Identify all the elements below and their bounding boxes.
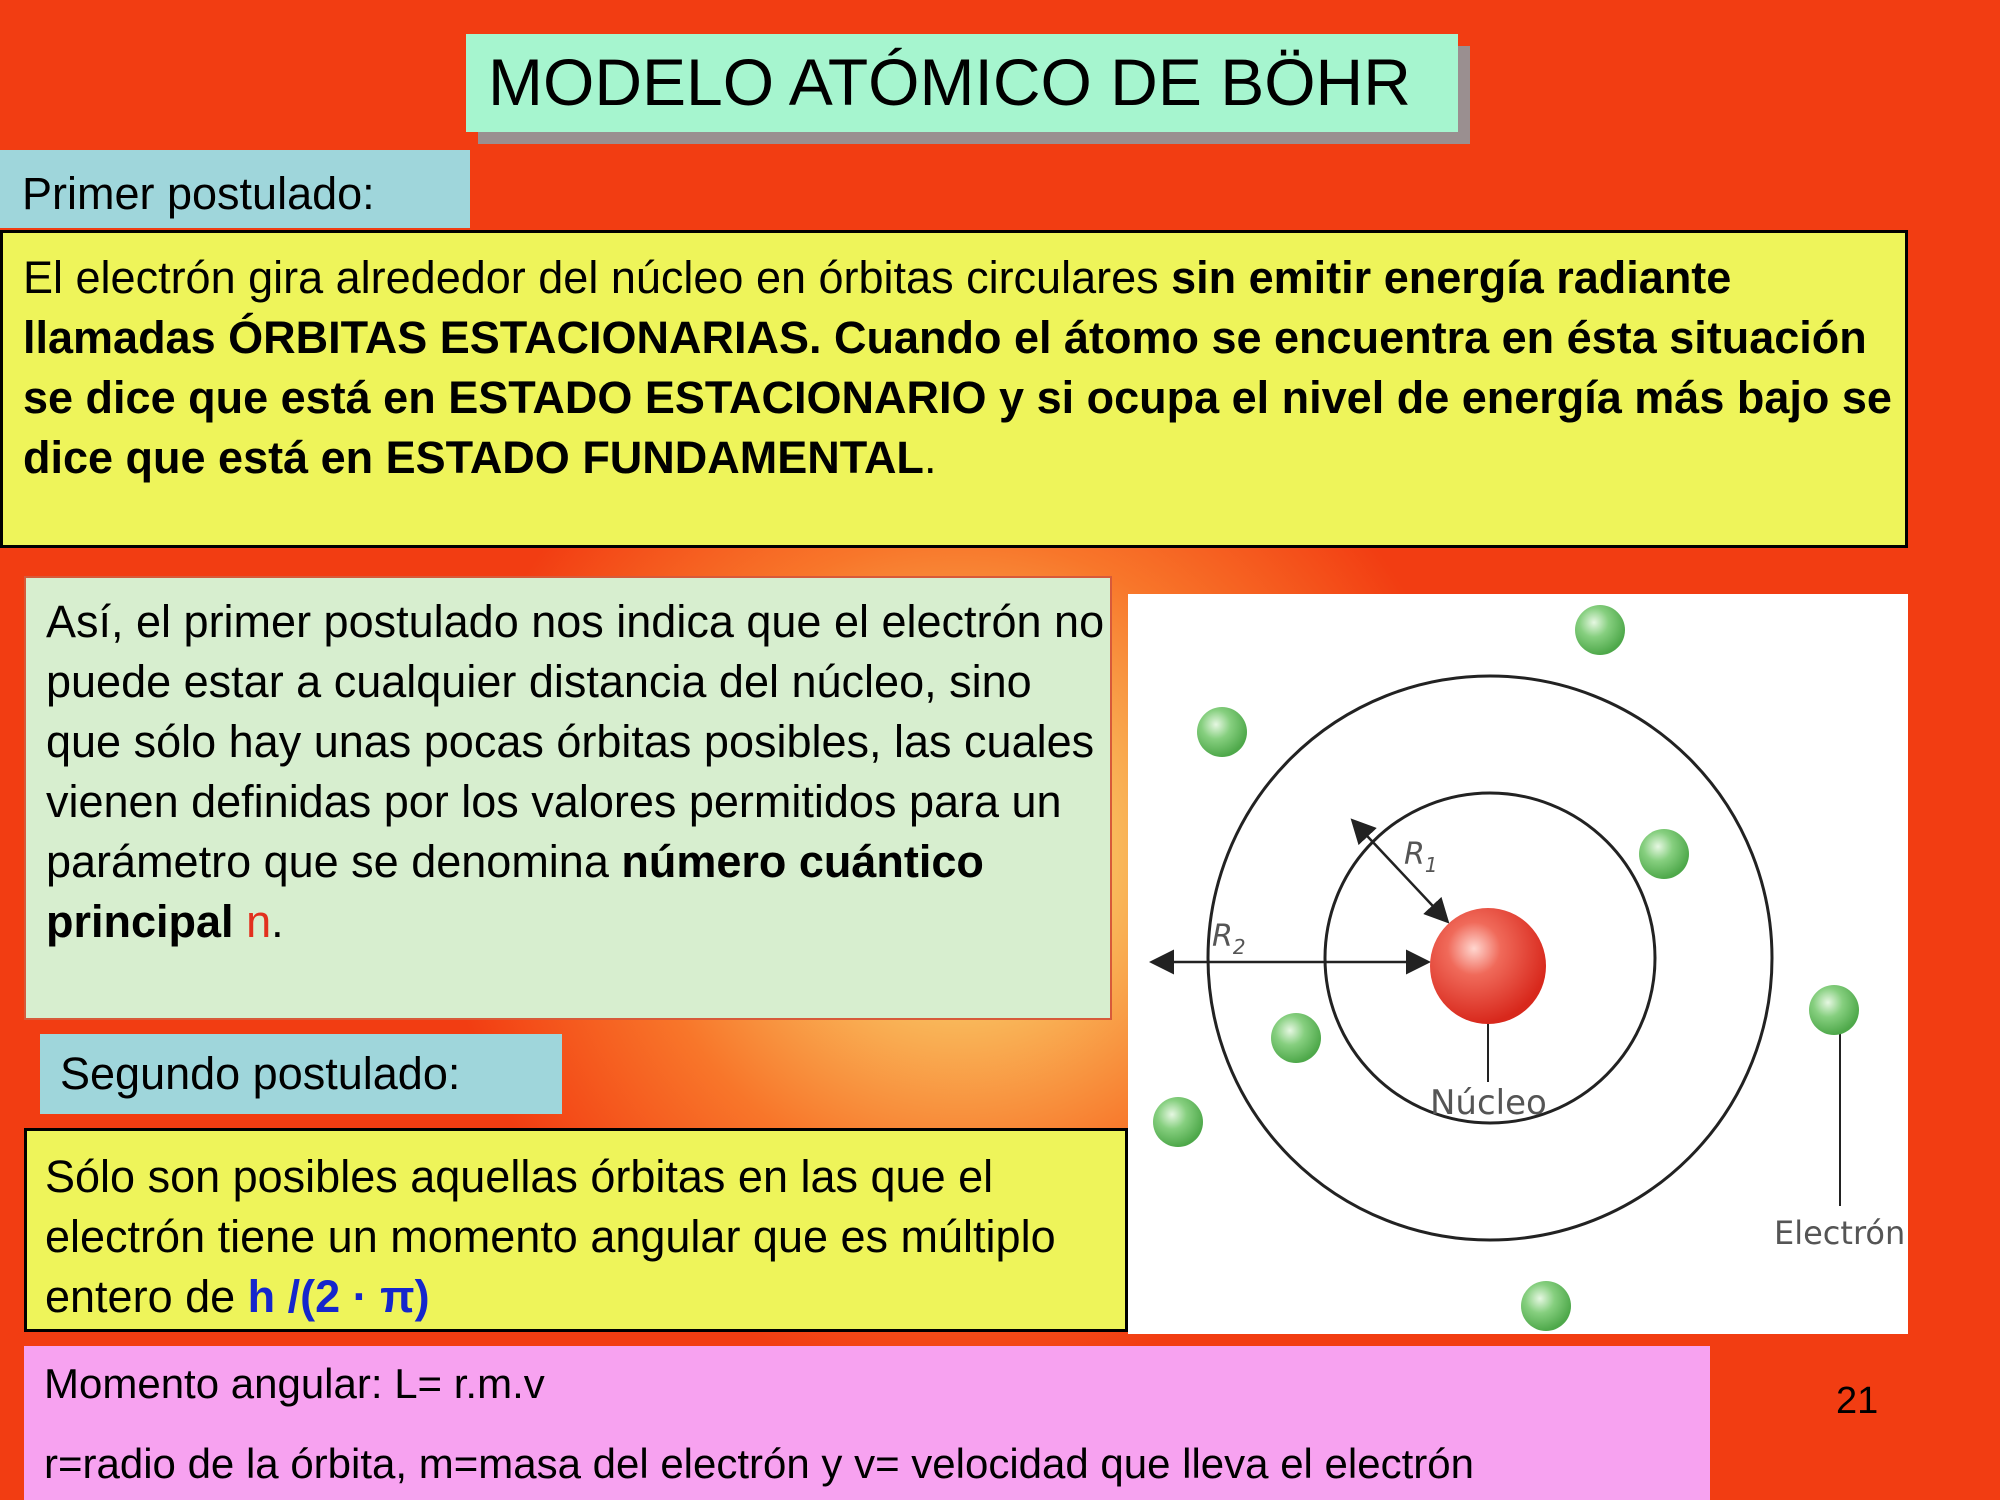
electron [1153, 1097, 1203, 1147]
electron-label: Electrón [1774, 1214, 1906, 1252]
first-postulate-end: . [923, 432, 937, 483]
electron [1271, 1013, 1321, 1063]
electron [1639, 829, 1689, 879]
slide-title: MODELO ATÓMICO DE BÖHR [466, 34, 1458, 132]
explanation-normal: Así, el primer postulado nos indica que el electrón no puede estar a cualquier distancia del núcleo, sino que sólo hay unas pocas órbitas posibles, las cuales vienen definidas por los valores permitidos para un parámetro que se denomina [46, 596, 1105, 887]
r2-label: $R_2$ [1212, 919, 1246, 959]
first-postulate-label: Primer postulado: [0, 150, 470, 228]
angular-momentum-formula: Momento angular: L= r.m.v [44, 1360, 545, 1407]
angular-momentum-definitions: r=radio de la órbita, m=masa del electrón y v= velocidad que lleva el electrón [44, 1440, 1474, 1487]
bohr-atom-diagram [1128, 594, 1908, 1334]
angular-momentum-box [24, 1346, 1710, 1500]
r1-label: $R_1$ [1404, 837, 1438, 877]
quantum-number-variable: n [246, 896, 272, 947]
electron [1197, 707, 1247, 757]
first-postulate-text [0, 230, 1908, 548]
page-number: 21 [1836, 1380, 1879, 1422]
second-postulate-normal: Sólo son posibles aquellas órbitas en las que el electrón tiene un momento angular que es múltiplo entero de [45, 1151, 1056, 1322]
planck-formula: h /(2 · π) [247, 1271, 430, 1322]
explanation-bold: número cuántico principal [46, 836, 984, 947]
explanation-end: . [271, 896, 284, 947]
bohr-atom-svg [1128, 594, 1908, 1334]
second-postulate-text [24, 1128, 1128, 1332]
first-postulate-normal: El electrón gira alrededor del núcleo en órbitas circulares [23, 252, 1172, 303]
nucleus-label: Núcleo [1430, 1083, 1547, 1123]
first-postulate-bold: sin emitir energía radiante llamadas ÓRBITAS ESTACIONARIAS. Cuando el átomo se encuentra en ésta situación se dice que está en ESTADO ESTACIONARIO y si ocupa el nivel de energía más bajo se dice que está en ESTADO FUNDAMENTAL [23, 252, 1892, 483]
explanation-text [24, 576, 1112, 1020]
second-postulate-label: Segundo postulado: [40, 1034, 562, 1114]
electron [1575, 605, 1625, 655]
electron [1521, 1281, 1571, 1331]
electron [1809, 985, 1859, 1035]
nucleus [1430, 908, 1546, 1024]
